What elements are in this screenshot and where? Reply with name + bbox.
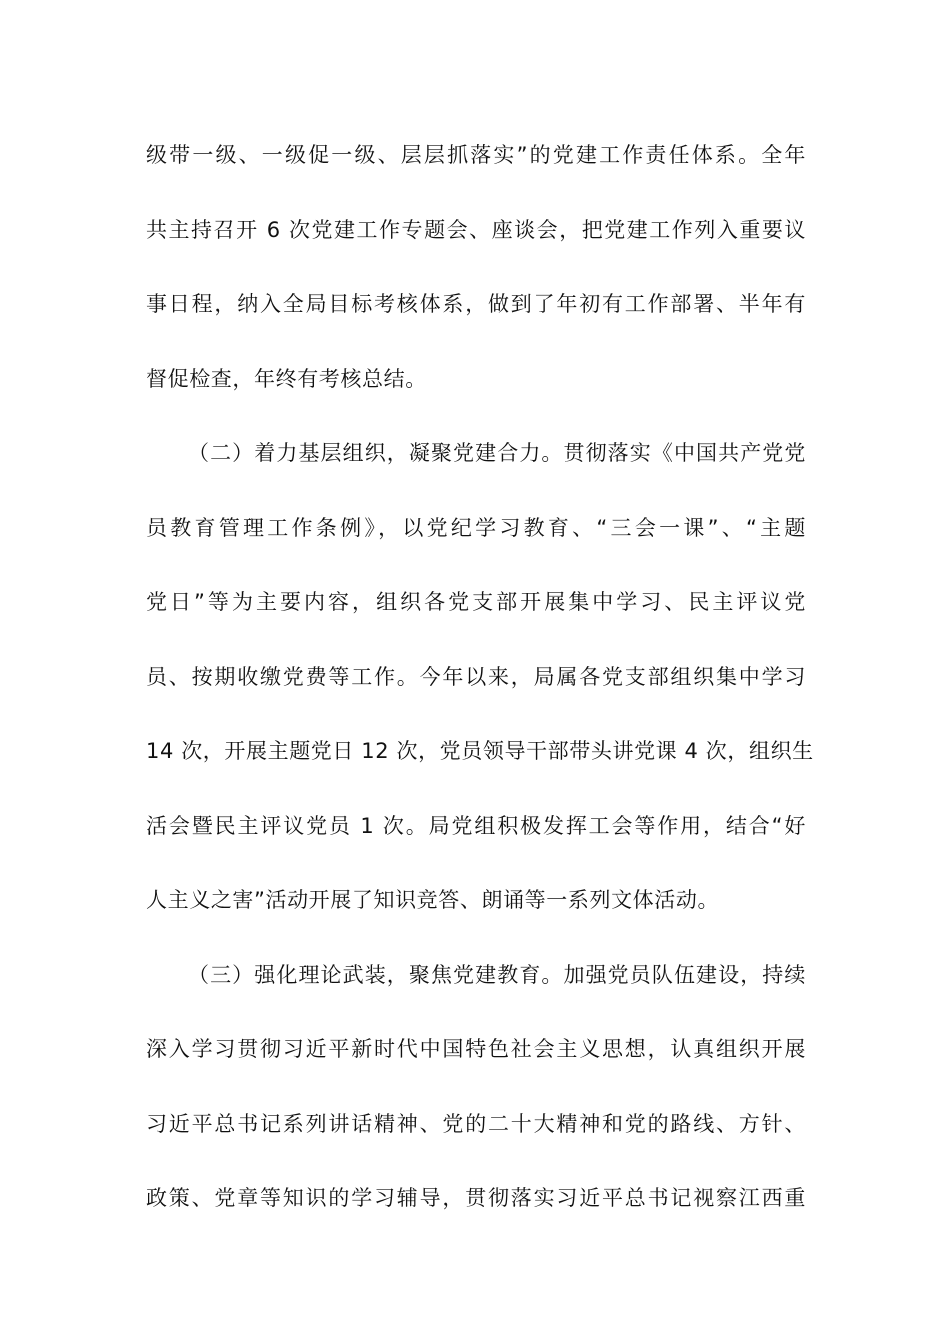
text-line: 员、按期收缴党费等工作。今年以来，局属各党支部组织集中学习 (146, 664, 806, 689)
text-line: 活会暨民主评议党员 1 次。局党组积极发挥工会等作用，结合“好 (146, 813, 806, 838)
body-text (146, 118, 814, 1236)
text-line: 共主持召开 6 次党建工作专题会、座谈会，把党建工作列入重要议 (146, 217, 806, 242)
text-line: 人主义之害”活动开展了知识竞答、朗诵等一系列文体活动。 (146, 888, 720, 912)
text-line: 级带一级、一级促一级、层层抓落实”的党建工作责任体系。全年 (146, 143, 806, 167)
section-heading-line: （二）着力基层组织，凝聚党建合力。贯彻落实《中国共产党党 (188, 441, 806, 465)
text-line: 深入学习贯彻习近平新时代中国特色社会主义思想，认真组织开展 (146, 1037, 806, 1061)
text-line: 习近平总书记系列讲话精神、党的二十大精神和党的路线、方针、 (146, 1111, 806, 1136)
text-line: 党日”等为主要内容，组织各党支部开展集中学习、民主评议党 (146, 590, 806, 614)
text-line: 事日程，纳入全局目标考核体系，做到了年初有工作部署、半年有 (146, 292, 806, 316)
section-heading-line: （三）强化理论武装，聚焦党建教育。加强党员队伍建设，持续 (188, 962, 806, 987)
text-line: 政策、党章等知识的学习辅导，贯彻落实习近平总书记视察江西重 (146, 1186, 806, 1210)
text-line: 员教育管理工作条例》，以党纪学习教育、“三会一课”、“主题 (146, 515, 806, 540)
text-line: 督促检查，年终有考核总结。 (146, 366, 427, 391)
text-line: 14 次，开展主题党日 12 次，党员领导干部带头讲党课 4 次，组织生 (146, 739, 814, 763)
